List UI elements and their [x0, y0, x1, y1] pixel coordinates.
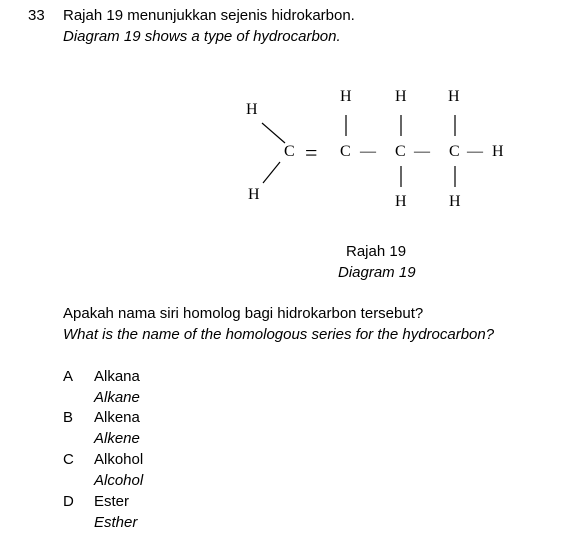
atom-h-top-c3: H — [395, 88, 407, 105]
atom-c4: C — [449, 143, 460, 160]
bond-h-top-left-c1 — [262, 123, 285, 143]
option-a-letter: A — [63, 368, 74, 385]
atom-c2: C — [340, 143, 351, 160]
atom-h-top-left: H — [246, 101, 258, 118]
atom-c1: C — [284, 143, 295, 160]
diagram-caption-ms: Rajah 19 — [346, 243, 407, 260]
option-d-text-en: Esther — [94, 514, 138, 531]
option-c-text-ms: Alkohol — [94, 451, 144, 468]
prompt-ms: Apakah nama siri homolog bagi hidrokarbon tersebut? — [63, 305, 424, 322]
question-stem-en: Diagram 19 shows a type of hydrocarbon. — [63, 28, 341, 45]
bond-single-c4-h: — — [467, 143, 483, 160]
bond-single-c3-c4: — — [414, 143, 430, 160]
atom-h-right-c4: H — [492, 143, 504, 160]
atom-h-bottom-c3: H — [395, 193, 407, 210]
option-b-text-ms: Alkena — [94, 409, 140, 426]
option-a-text-ms: Alkana — [94, 368, 140, 385]
option-d-text-ms: Ester — [94, 493, 130, 510]
option-c-letter: C — [63, 451, 74, 468]
question-stem-ms: Rajah 19 menunjukkan sejenis hidrokarbon. — [63, 7, 355, 24]
atom-c3: C — [395, 143, 406, 160]
question-number: 33 — [28, 7, 45, 24]
option-b-letter: B — [63, 409, 74, 426]
option-c-text-en: Alcohol — [94, 472, 144, 489]
bond-h-bottom-left-c1 — [263, 162, 280, 183]
atom-h-bottom-left: H — [248, 186, 260, 203]
option-b-text-en: Alkene — [94, 430, 140, 447]
bond-double-c1-c2: = — [305, 140, 318, 165]
diagram-caption-en: Diagram 19 — [338, 264, 416, 281]
option-d-letter: D — [63, 493, 74, 510]
atom-h-top-c4: H — [448, 88, 460, 105]
bond-single-c2-c3: — — [360, 143, 376, 160]
prompt-en: What is the name of the homologous series for the hydrocarbon? — [63, 326, 495, 343]
atom-h-bottom-c4: H — [449, 193, 461, 210]
option-a-text-en: Alkane — [94, 389, 140, 406]
atom-h-top-c2: H — [340, 88, 352, 105]
